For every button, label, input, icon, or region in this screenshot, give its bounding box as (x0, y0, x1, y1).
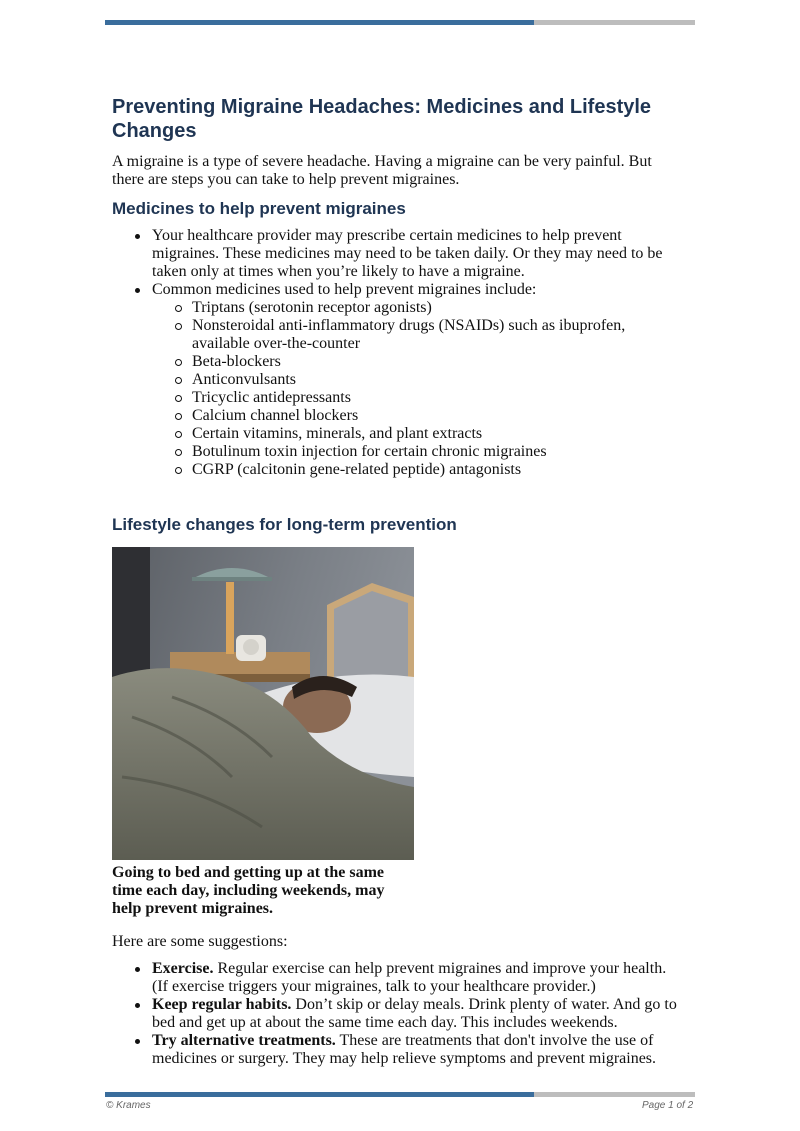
list-item: CGRP (calcitonin gene-related peptide) antagonists (152, 461, 682, 479)
footer-rule (105, 1092, 695, 1097)
list-item: Anticonvulsants (152, 371, 682, 389)
suggestion-title: Try alternative treatments. (152, 1032, 336, 1049)
suggestion-text: These are treatments that don't involve the use of medicines or surgery. They may help relieve symptoms and prevent migraines. (152, 1032, 657, 1067)
sleeping-man-photo (112, 547, 414, 860)
list-item: Tricyclic antidepressants (152, 389, 682, 407)
list-item (112, 996, 682, 1032)
list-item (112, 960, 682, 996)
suggestions-intro: Here are some suggestions: (112, 933, 288, 950)
document-body (112, 95, 682, 1068)
suggestion-title: Keep regular habits. (152, 996, 292, 1013)
footer-rule-secondary (534, 1092, 695, 1097)
medicines-list (112, 227, 682, 479)
list-item (112, 281, 682, 479)
header-rule-secondary (534, 20, 695, 25)
footer-page-number: Page 1 of 2 (642, 1100, 694, 1111)
page-title: Preventing Migraine Headaches: Medicines and Lifestyle Changes (112, 96, 652, 142)
header-rule (105, 20, 695, 25)
list-item (112, 227, 682, 281)
suggestion-text: Don’t skip or delay meals. Drink plenty of water. And go to bed and get up at about the same time each day. This includes weekends. (152, 996, 677, 1031)
common-medicines-list (152, 299, 682, 479)
medicines-bullet-2: Common medicines used to help prevent migraines include: (152, 281, 537, 298)
list-item (112, 1032, 682, 1068)
medicines-bullet-1: Your healthcare provider may prescribe certain medicines to help prevent migraines. These medicines may need to be taken daily. Or they may need to be taken only at times when you’re likely to have a migraine. (152, 227, 663, 280)
list-item: Calcium channel blockers (152, 407, 682, 425)
list-item: Beta-blockers (152, 353, 682, 371)
header-rule-primary (105, 20, 534, 25)
lifestyle-heading: Lifestyle changes for long-term prevention (112, 515, 457, 534)
list-item: Triptans (serotonin receptor agonists) (152, 299, 682, 317)
list-item: Botulinum toxin injection for certain chronic migraines (152, 443, 682, 461)
medicines-heading: Medicines to help prevent migraines (112, 199, 406, 218)
photo-caption: Going to bed and getting up at the same time each day, including weekends, may help prevent migraines. (112, 864, 385, 917)
suggestion-title: Exercise. (152, 960, 214, 977)
list-item: Certain vitamins, minerals, and plant extracts (152, 425, 682, 443)
intro-paragraph: A migraine is a type of severe headache. Having a migraine can be very painful. But there are steps you can take to help prevent migraines. (112, 153, 652, 188)
suggestion-text: Regular exercise can help prevent migraines and improve your health. (If exercise triggers your migraines, talk to your healthcare provider.) (152, 960, 667, 995)
list-item: Nonsteroidal anti-inflammatory drugs (NSAIDs) such as ibuprofen, available over-the-counter (152, 317, 682, 353)
suggestions-list (112, 960, 682, 1068)
footer-rule-primary (105, 1092, 534, 1097)
footer-copyright: © Krames (106, 1100, 151, 1111)
